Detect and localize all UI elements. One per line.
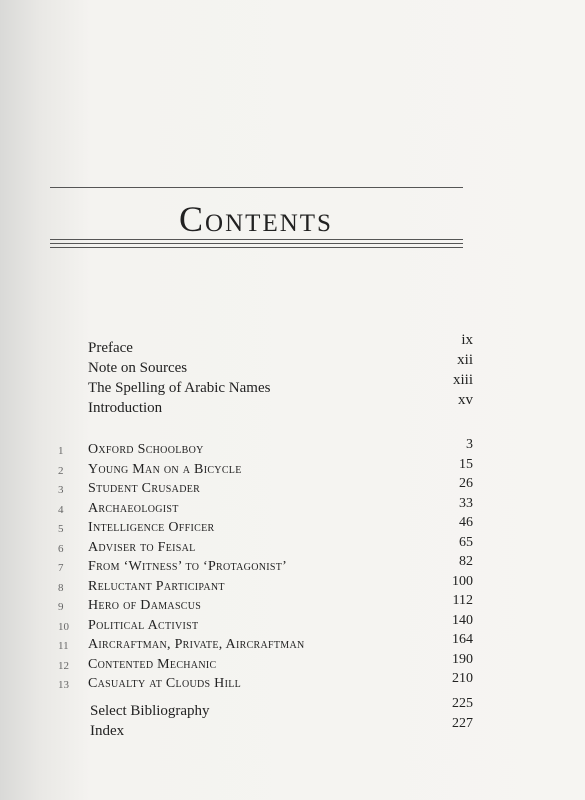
toc-entry-page: xiii bbox=[452, 372, 473, 388]
toc-entry bbox=[88, 392, 473, 416]
chapter-entry bbox=[58, 632, 473, 655]
bottom-rule-1 bbox=[50, 239, 463, 240]
chapter-entry bbox=[58, 437, 473, 460]
chapter-number: 6 bbox=[58, 542, 64, 555]
toc-entry-label: Introduction bbox=[88, 400, 163, 416]
chapter-page: 100 bbox=[452, 573, 473, 589]
chapter-page: 82 bbox=[459, 554, 473, 569]
chapter-page: 3 bbox=[466, 437, 473, 452]
toc-entry-page: xii bbox=[457, 352, 473, 368]
chapter-title: Hero of Damascus bbox=[88, 598, 202, 613]
toc-entry-page: 225 bbox=[452, 696, 473, 711]
chapter-entry bbox=[58, 573, 473, 597]
toc-entry bbox=[88, 372, 473, 396]
top-rule bbox=[50, 187, 463, 188]
toc-entry-page: 227 bbox=[452, 716, 473, 731]
toc-entry-label: Select Bibliography bbox=[90, 703, 210, 719]
chapter-page: 65 bbox=[459, 534, 473, 550]
chapter-entry bbox=[58, 593, 473, 616]
chapter-entry bbox=[58, 651, 473, 675]
chapter-title: Intelligence Officer bbox=[88, 520, 215, 535]
chapter-number: 3 bbox=[58, 484, 64, 496]
chapter-number: 5 bbox=[58, 523, 64, 535]
chapter-number: 2 bbox=[58, 464, 64, 477]
toc-entry bbox=[88, 332, 473, 356]
bottom-rule-3 bbox=[50, 247, 463, 248]
toc-entry-label: Index bbox=[90, 723, 125, 739]
chapter-page: 164 bbox=[452, 632, 473, 647]
chapter-entry bbox=[58, 534, 473, 558]
chapter-page: 112 bbox=[452, 593, 473, 608]
toc-entry bbox=[90, 716, 473, 740]
chapter-title: Reluctant Participant bbox=[88, 578, 225, 594]
toc-entry bbox=[90, 696, 473, 720]
chapter-page: 33 bbox=[459, 495, 473, 511]
toc-entry-page: xv bbox=[458, 392, 473, 408]
chapter-entry bbox=[58, 495, 473, 519]
chapter-number: 11 bbox=[58, 640, 69, 652]
chapter-entry bbox=[58, 671, 473, 694]
chapter-page: 26 bbox=[459, 476, 473, 491]
chapter-title: From ‘Witness’ to ‘Protagonist’ bbox=[88, 559, 288, 574]
front-matter-list bbox=[88, 332, 473, 416]
chapter-entry bbox=[58, 554, 473, 577]
toc-entry-label: The Spelling of Arabic Names bbox=[88, 380, 271, 396]
chapter-number: 9 bbox=[58, 601, 64, 613]
toc-entry bbox=[88, 352, 473, 376]
chapter-number: 13 bbox=[58, 679, 69, 691]
chapter-entry bbox=[58, 515, 473, 538]
chapter-page: 15 bbox=[459, 456, 473, 472]
chapter-entry bbox=[58, 476, 473, 499]
chapter-page: 46 bbox=[459, 515, 473, 530]
chapter-page: 190 bbox=[452, 651, 473, 667]
chapter-number: 4 bbox=[58, 503, 64, 516]
chapter-title: Contented Mechanic bbox=[88, 656, 217, 672]
toc-entry-label: Preface bbox=[88, 340, 133, 356]
chapter-entry bbox=[58, 612, 473, 636]
chapter-title: Adviser to Feisal bbox=[88, 539, 196, 555]
chapter-title: Aircraftman, Private, Aircraftman bbox=[88, 637, 305, 652]
chapter-number: 8 bbox=[58, 581, 64, 594]
chapter-title: Oxford Schoolboy bbox=[88, 442, 204, 457]
chapter-title: Casualty at Clouds Hill bbox=[88, 676, 242, 691]
toc-entry-label: Note on Sources bbox=[88, 360, 188, 376]
chapter-number: 12 bbox=[58, 659, 69, 672]
toc-entry-page: ix bbox=[461, 332, 473, 348]
chapter-title: Political Activist bbox=[88, 617, 199, 633]
chapter-number: 1 bbox=[58, 445, 64, 457]
chapter-title: Young Man on a Bicycle bbox=[88, 461, 242, 477]
chapter-number: 10 bbox=[58, 620, 69, 633]
chapter-page: 210 bbox=[452, 671, 473, 686]
back-matter-list bbox=[90, 696, 473, 740]
chapter-page: 140 bbox=[452, 612, 473, 628]
chapter-number: 7 bbox=[58, 562, 64, 574]
chapter-title: Student Crusader bbox=[88, 481, 201, 496]
bottom-rule-2 bbox=[50, 243, 463, 244]
page-title: Contents bbox=[179, 199, 333, 239]
chapter-list bbox=[58, 437, 473, 694]
chapter-title: Archaeologist bbox=[88, 500, 179, 516]
chapter-entry bbox=[58, 456, 473, 480]
